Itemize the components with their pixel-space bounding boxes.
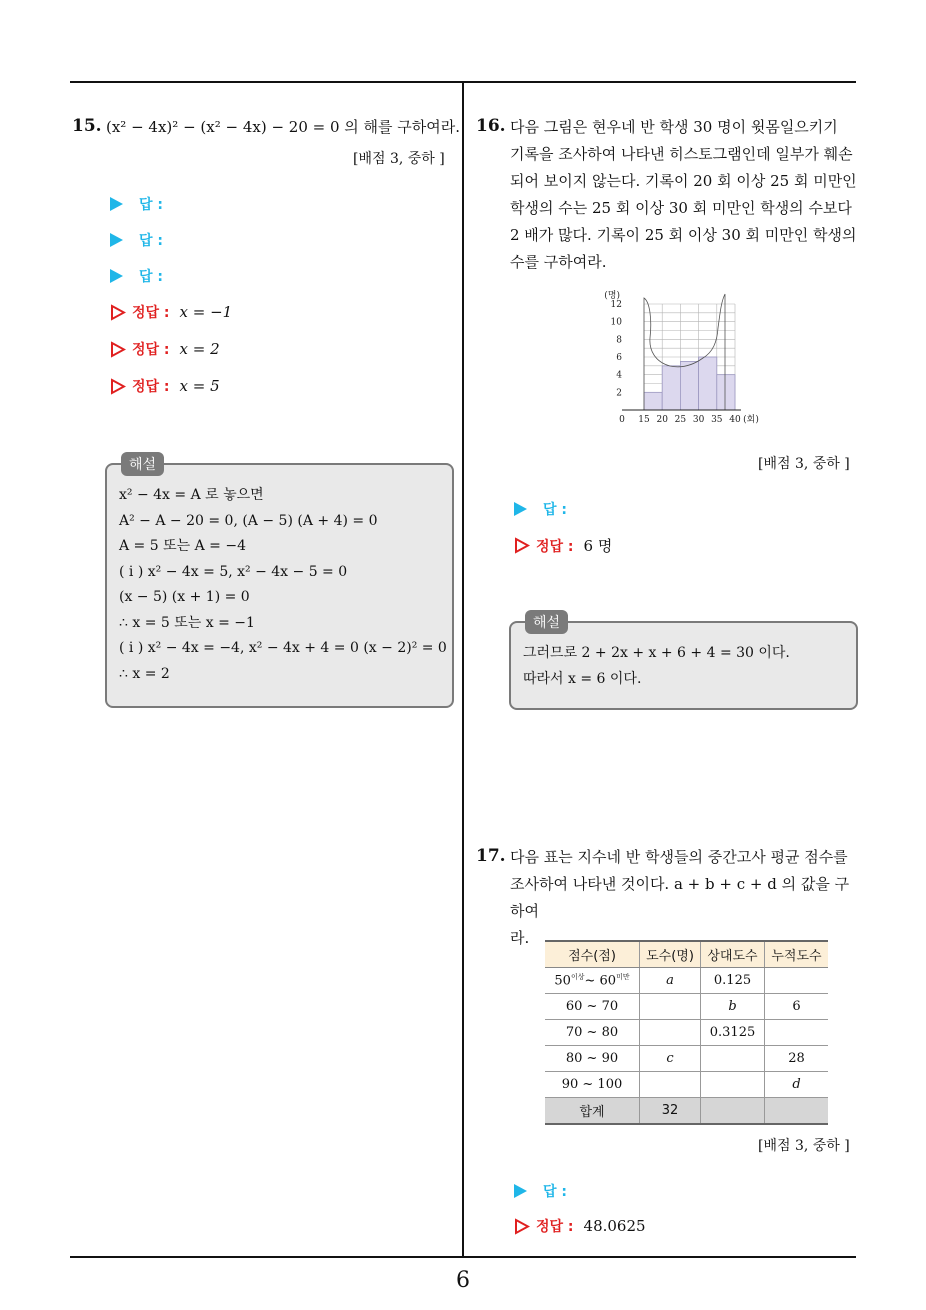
correct-label: 정답 :	[132, 305, 170, 321]
y-tick-label: 6	[616, 353, 622, 363]
table-cell: 28	[765, 1046, 829, 1072]
answer-label: 답 :	[139, 233, 163, 249]
correct-label: 정답 :	[536, 538, 574, 555]
table-cell: 0.125	[701, 968, 765, 994]
torn-edge	[644, 294, 725, 410]
table-cell: a	[640, 968, 701, 994]
table-cell: $50^{이상}\sim$ $60^{미만}$	[545, 968, 640, 994]
correct-value: 48.0625	[583, 1217, 646, 1235]
q17-text	[510, 844, 860, 952]
table-header: 누적도수	[765, 941, 829, 968]
q17-text-line: 조사하여 나타낸 것이다. a + b + c + d 의 값을 구하여	[510, 875, 850, 920]
q15-answer-row-1	[110, 194, 163, 214]
q15-solution-lines	[119, 483, 447, 687]
q16-text-line: 2 배가 많다. 기록이 25 회 이상 30 회 미만인 학생의	[510, 226, 857, 244]
q16-points: [배점 3, 중하 ]	[758, 456, 850, 472]
table-row	[545, 1046, 828, 1072]
table-cell: 6	[765, 994, 829, 1020]
y-tick-label: 8	[616, 335, 622, 346]
solution-line: (x − 5) (x + 1) = 0	[119, 589, 250, 605]
solution-line: ∴ x = 2	[119, 665, 170, 682]
correct-value: 6 명	[583, 537, 613, 555]
solution-line: ( i ) x² − 4x = 5, x² − 4x − 5 = 0	[119, 563, 348, 580]
x-axis-label: (회)	[743, 415, 759, 425]
table-cell: 90 ~ 100	[545, 1072, 640, 1098]
x-tick-label: 15	[638, 415, 650, 425]
answer-arrow-icon	[110, 269, 123, 283]
solution-tag: 해설	[525, 610, 568, 634]
answer-arrow-icon	[514, 1184, 527, 1198]
q16-text-line: 되어 보이지 않는다. 기록이 20 회 이상 25 회 미만인	[510, 172, 857, 190]
table-cell	[701, 1072, 765, 1098]
q16-text-line: 다음 그림은 현우네 반 학생 30 명이 윗몸일으키기	[510, 118, 838, 136]
q16-answer-row	[514, 499, 567, 519]
x-tick-label: 35	[711, 415, 723, 425]
correct-arrow-icon	[514, 1218, 530, 1235]
q17-text-line: 다음 표는 지수네 반 학생들의 중간고사 평균 점수를	[510, 848, 848, 866]
table-cell: 합계	[545, 1098, 640, 1125]
y-axis-label: (명)	[604, 291, 620, 301]
table-cell: c	[640, 1046, 701, 1072]
correct-value: x = 5	[179, 377, 220, 395]
x-tick-label: 20	[656, 415, 668, 425]
q17-points: [배점 3, 중하 ]	[758, 1138, 850, 1154]
q15-number: 15.	[72, 116, 102, 136]
table-cell	[640, 1020, 701, 1046]
y-tick-label: 12	[610, 300, 622, 310]
correct-label: 정답 :	[536, 1219, 574, 1235]
solution-line: ( i ) x² − 4x = −4, x² − 4x + 4 = 0 (x − 2)² = 0	[119, 640, 447, 656]
x-tick-label: 30	[692, 415, 705, 425]
q17-answer-row	[514, 1181, 567, 1201]
correct-label: 정답 :	[132, 379, 170, 395]
correct-value: x = 2	[179, 340, 220, 358]
table-cell	[640, 994, 701, 1020]
q16-text-line: 기록을 조사하여 나타낸 히스토그램인데 일부가 훼손	[510, 145, 853, 163]
table-row	[545, 968, 828, 994]
y-tick-label: 4	[616, 370, 622, 381]
column-divider	[462, 83, 464, 1258]
answer-arrow-icon	[110, 197, 123, 211]
table-cell	[765, 1098, 829, 1125]
table-cell: 60 ~ 70	[545, 994, 640, 1020]
q15-answer-row-3	[110, 266, 163, 286]
table-cell: 32	[640, 1098, 701, 1125]
table-header: 점수(점)	[545, 941, 640, 968]
frequency-table	[545, 940, 828, 1125]
table-row	[545, 1072, 828, 1098]
q16-solution-box	[509, 615, 858, 710]
q16-text-line: 수를 구하여라.	[510, 253, 607, 271]
table-cell: 70 ~ 80	[545, 1020, 640, 1046]
table-cell: d	[765, 1072, 829, 1098]
q15-correct-row-1	[110, 302, 232, 322]
correct-arrow-icon	[514, 537, 530, 554]
q15-correct-row-3	[110, 376, 220, 396]
y-tick-label: 10	[610, 317, 622, 328]
page-number: 6	[456, 1268, 470, 1293]
solution-tag: 해설	[121, 452, 164, 476]
q16-text-line: 학생의 수는 25 회 이상 30 회 미만인 학생의 수보다	[510, 199, 852, 217]
answer-label: 답 :	[139, 197, 163, 213]
q15-points: [배점 3, 중하 ]	[353, 151, 445, 167]
table-cell	[765, 1020, 829, 1046]
solution-line: 그러므로 2 + 2x + x + 6 + 4 = 30 이다.	[523, 645, 790, 661]
correct-arrow-icon	[110, 304, 126, 321]
table-cell: 80 ~ 90	[545, 1046, 640, 1072]
y-tick-label: 2	[616, 388, 622, 399]
histogram-chart	[600, 280, 775, 425]
q16-text	[510, 114, 860, 276]
correct-arrow-icon	[110, 378, 126, 395]
table-cell	[701, 1098, 765, 1125]
q17-correct-row	[514, 1216, 646, 1236]
answer-label: 답 :	[543, 502, 567, 518]
solution-line: x² − 4x = A 로 놓으면	[119, 487, 264, 503]
correct-value: x = −1	[179, 303, 233, 321]
q15-correct-row-2	[110, 339, 220, 359]
correct-arrow-icon	[110, 341, 126, 358]
q16-solution-lines	[523, 641, 790, 692]
q15-answer-row-2	[110, 230, 163, 250]
q15-text: (x² − 4x)² − (x² − 4x) − 20 = 0 의 해를 구하여라.	[106, 118, 461, 136]
table-row	[545, 994, 828, 1020]
q16-correct-row	[514, 535, 612, 556]
solution-line: A² − A − 20 = 0, (A − 5) (A + 4) = 0	[119, 512, 378, 529]
answer-arrow-icon	[110, 233, 123, 247]
x-tick-label: 40	[729, 415, 741, 425]
table-cell: b	[701, 994, 765, 1020]
correct-label: 정답 :	[132, 342, 170, 358]
bottom-rule	[70, 1256, 856, 1258]
q15-solution-box	[105, 457, 454, 708]
solution-line: 따라서 x = 6 이다.	[523, 670, 642, 687]
table-header-row	[545, 941, 828, 968]
x-tick-label: 0	[619, 415, 625, 425]
table-total-row	[545, 1098, 828, 1125]
answer-arrow-icon	[514, 502, 527, 516]
table-cell	[765, 968, 829, 994]
q16-number: 16.	[476, 116, 506, 136]
q17-text-line: 라.	[510, 929, 530, 947]
x-tick-label: 25	[674, 415, 687, 425]
table-header: 도수(명)	[640, 941, 701, 968]
solution-line: ∴ x = 5 또는 x = −1	[119, 614, 255, 631]
table-row	[545, 1020, 828, 1046]
answer-label: 답 :	[543, 1184, 567, 1200]
table-header: 상대도수	[701, 941, 765, 968]
table-cell	[701, 1046, 765, 1072]
q17-number: 17.	[476, 846, 506, 866]
table-cell	[640, 1072, 701, 1098]
answer-label: 답 :	[139, 269, 163, 285]
solution-line: A = 5 또는 A = −4	[119, 538, 246, 554]
table-cell: 0.3125	[701, 1020, 765, 1046]
